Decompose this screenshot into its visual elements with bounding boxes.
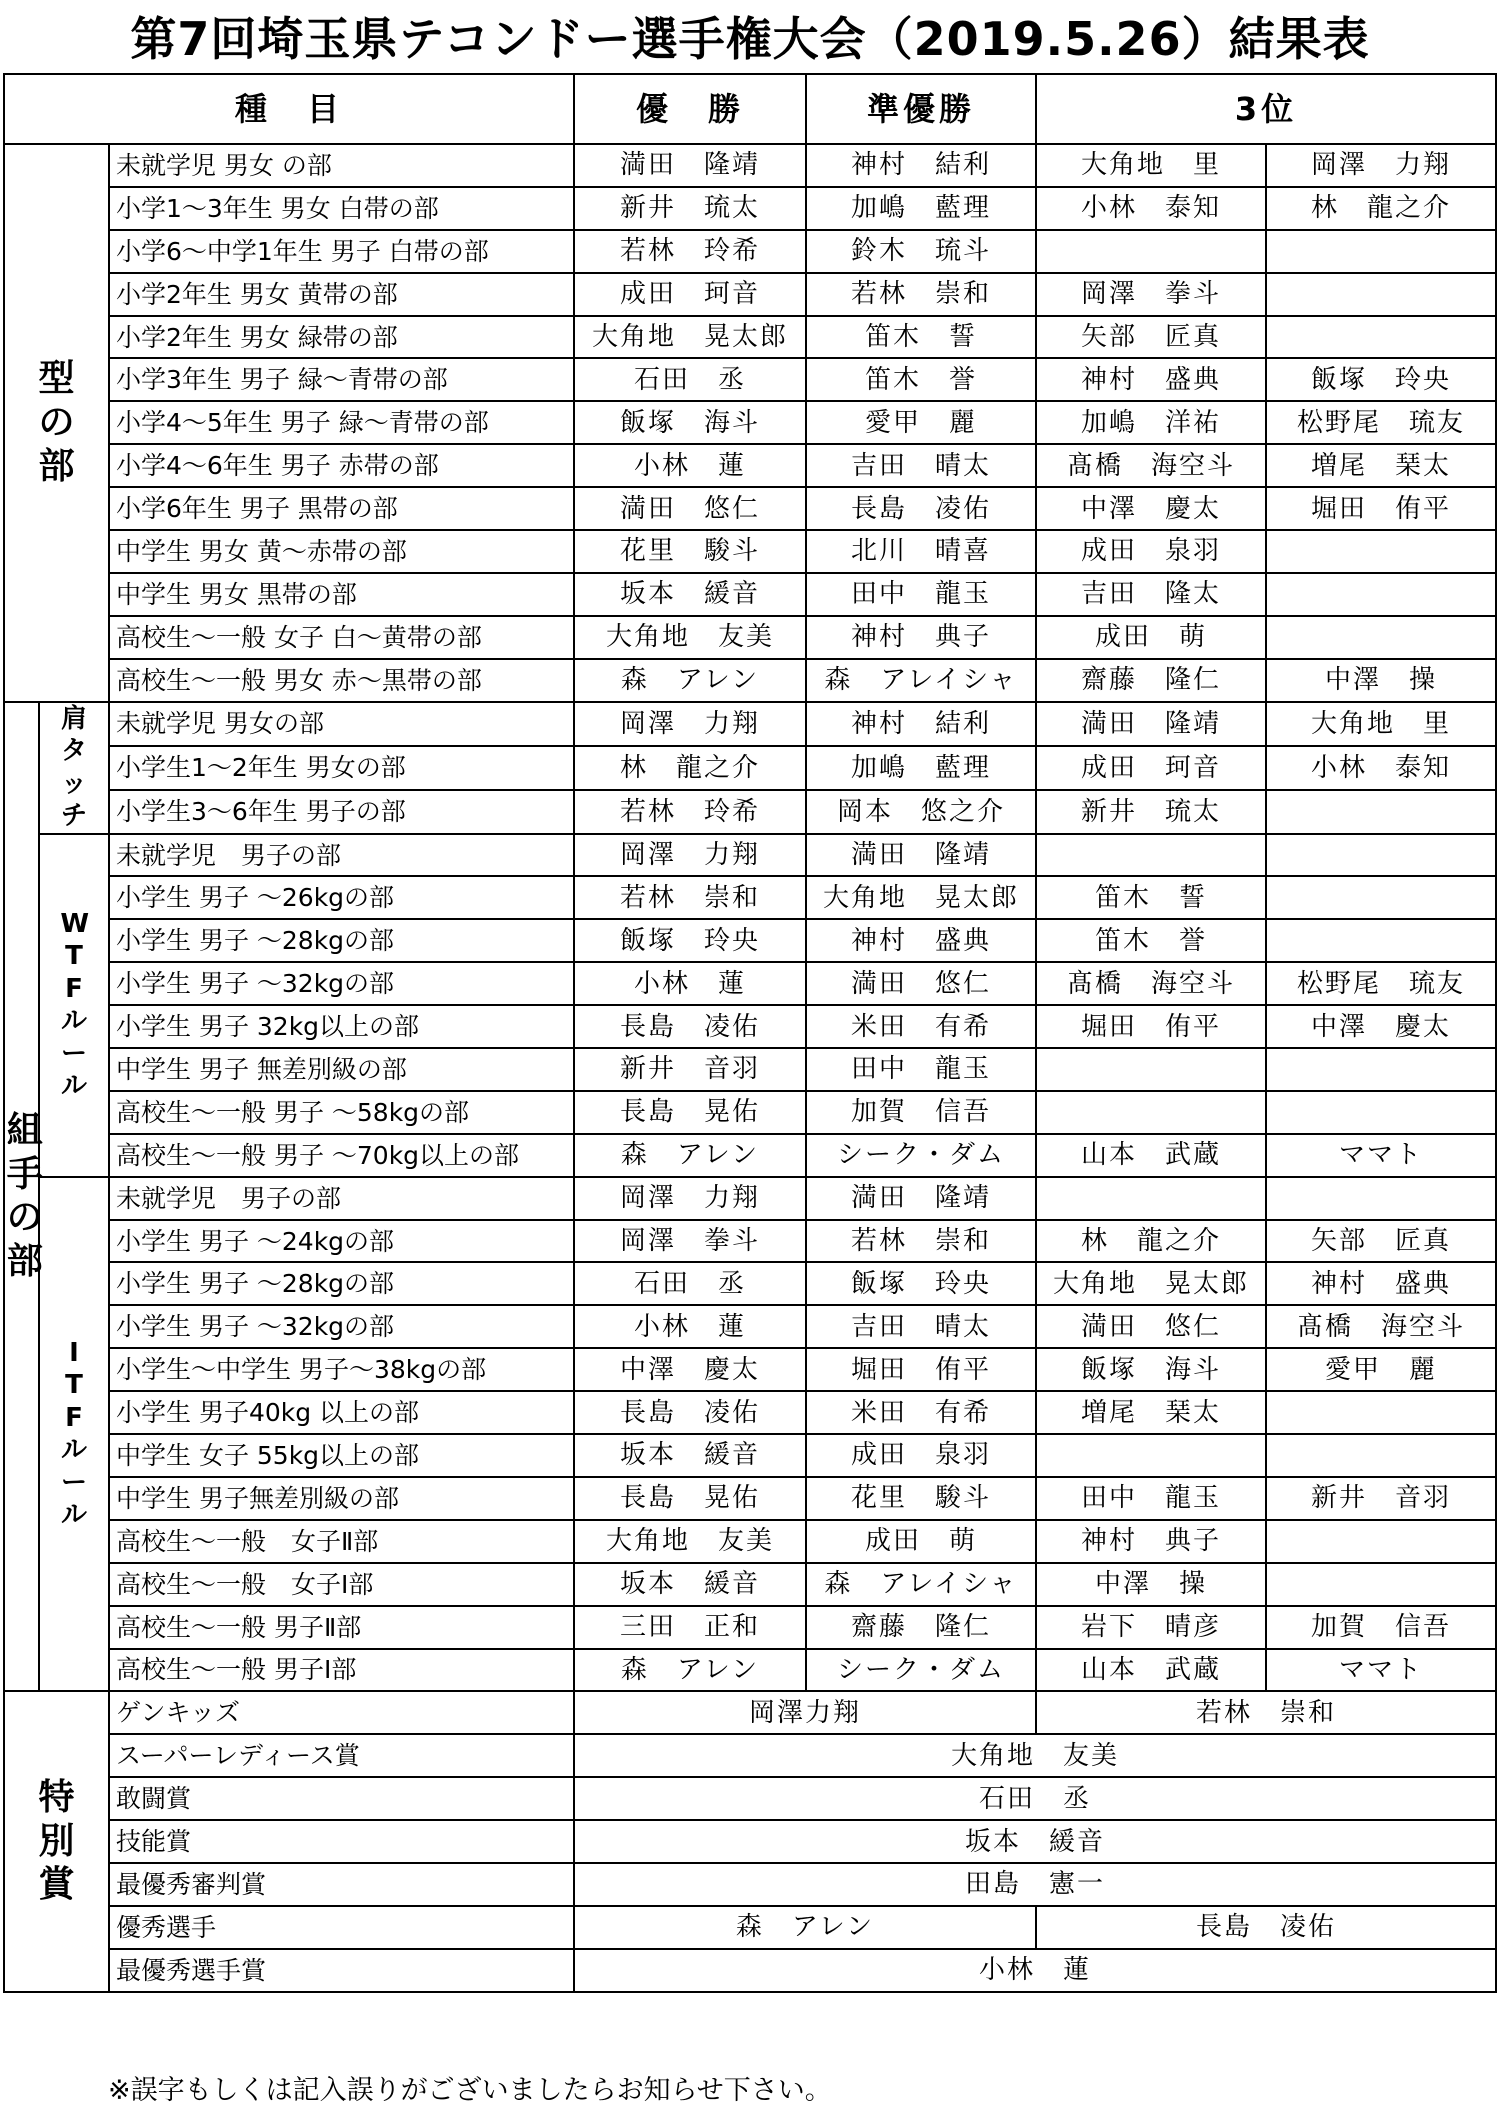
third-place-name: 満田 隆靖	[1036, 702, 1266, 746]
table-row	[4, 1220, 1496, 1263]
event-name: 小学生～中学生 男子～38kgの部	[109, 1348, 574, 1391]
event-name: 高校生～一般 男子Ⅰ部	[109, 1649, 574, 1692]
table-header-row	[4, 74, 1496, 144]
winner-name: 大角地 友美	[574, 1520, 806, 1563]
table-row	[4, 230, 1496, 273]
table-row	[4, 444, 1496, 487]
third-place-name: 田中 龍玉	[1036, 1477, 1266, 1520]
third-place-name	[1266, 1563, 1496, 1606]
special-award-row	[4, 1691, 1496, 1734]
runner-up-name: 神村 盛典	[806, 919, 1036, 962]
third-place-name: 小林 泰知	[1266, 746, 1496, 790]
third-place-name	[1266, 273, 1496, 316]
event-name: 小学生 男子 ～26kgの部	[109, 876, 574, 919]
third-place-name	[1036, 230, 1266, 273]
winner-name: 岡澤 力翔	[574, 702, 806, 746]
third-place-name	[1266, 316, 1496, 359]
third-place-name	[1266, 919, 1496, 962]
runner-up-name: 満田 隆靖	[806, 834, 1036, 877]
special-award-row	[4, 1863, 1496, 1906]
event-name: 小学生 男子 ～32kgの部	[109, 1305, 574, 1348]
third-place-name	[1036, 834, 1266, 877]
event-name: 小学4～5年生 男子 緑～青帯の部	[109, 401, 574, 444]
third-place-name: 中澤 慶太	[1036, 487, 1266, 530]
event-name: 小学4～6年生 男子 赤帯の部	[109, 444, 574, 487]
event-name: 高校生～一般 女子Ⅱ部	[109, 1520, 574, 1563]
runner-up-name: 笛木 誓	[806, 316, 1036, 359]
runner-up-name: 堀田 侑平	[806, 1348, 1036, 1391]
runner-up-name: 神村 結利	[806, 702, 1036, 746]
table-row	[4, 746, 1496, 790]
winner-name: 小林 蓮	[574, 444, 806, 487]
winner-name: 森 アレン	[574, 659, 806, 702]
third-place-name: 満田 悠仁	[1036, 1305, 1266, 1348]
winner-name: 岡澤 力翔	[574, 1177, 806, 1220]
winner-name: 長島 凌佑	[574, 1005, 806, 1048]
event-name: 小学生 男子 ～24kgの部	[109, 1220, 574, 1263]
table-row	[4, 273, 1496, 316]
winner-name: 石田 丞	[574, 1262, 806, 1305]
runner-up-name: 森 アレイシャ	[806, 659, 1036, 702]
runner-up-name: 岡本 悠之介	[806, 790, 1036, 834]
third-place-name: 堀田 侑平	[1266, 487, 1496, 530]
third-place-name: 加嶋 洋祐	[1036, 401, 1266, 444]
winner-name: 飯塚 玲央	[574, 919, 806, 962]
event-name: 中学生 男子 無差別級の部	[109, 1048, 574, 1091]
award-name: ゲンキッズ	[109, 1691, 574, 1734]
award-name: 最優秀選手賞	[109, 1949, 574, 1992]
runner-up-name: 齋藤 隆仁	[806, 1606, 1036, 1649]
group-label	[39, 702, 109, 834]
event-name: 小学2年生 男女 黄帯の部	[109, 273, 574, 316]
third-place-name: 髙橋 海空斗	[1266, 1305, 1496, 1348]
third-place-name	[1036, 1091, 1266, 1134]
third-place-name	[1266, 1177, 1496, 1220]
event-name: 未就学児 男女 の部	[109, 144, 574, 187]
winner-name: 新井 音羽	[574, 1048, 806, 1091]
group-label-text: ITFルール	[60, 1337, 87, 1531]
footnote: ※誤字もしくは記入誤りがございましたらお知らせ下さい。	[108, 2075, 832, 2106]
section-label-text: 型の部	[38, 357, 75, 487]
runner-up-name: 満田 隆靖	[806, 1177, 1036, 1220]
event-name: 高校生～一般 女子Ⅰ部	[109, 1563, 574, 1606]
runner-up-name: 森 アレイシャ	[806, 1563, 1036, 1606]
third-place-name: 新井 音羽	[1266, 1477, 1496, 1520]
runner-up-name: 長島 凌佑	[806, 487, 1036, 530]
award-name: 技能賞	[109, 1820, 574, 1863]
event-name: 小学6～中学1年生 男子 白帯の部	[109, 230, 574, 273]
section-label-text: 特別賞	[38, 1776, 75, 1906]
header-third: 3位	[1036, 74, 1496, 144]
header-runner-up: 準優勝	[806, 74, 1036, 144]
event-name: 小学3年生 男子 緑～青帯の部	[109, 358, 574, 401]
third-place-name: 大角地 里	[1266, 702, 1496, 746]
runner-up-name: 加嶋 藍理	[806, 746, 1036, 790]
event-name: 高校生～一般 男子Ⅱ部	[109, 1606, 574, 1649]
table-row	[4, 962, 1496, 1005]
table-row	[4, 1606, 1496, 1649]
table-row	[4, 1434, 1496, 1477]
table-row	[4, 834, 1496, 877]
third-place-name	[1036, 1177, 1266, 1220]
third-place-name: 増尾 琹太	[1036, 1391, 1266, 1434]
winner-name: 岡澤 拳斗	[574, 1220, 806, 1263]
special-award-row	[4, 1820, 1496, 1863]
runner-up-name: 米田 有希	[806, 1005, 1036, 1048]
third-place-name: 岡澤 拳斗	[1036, 273, 1266, 316]
third-place-name: ママト	[1266, 1649, 1496, 1692]
third-place-name: 中澤 操	[1036, 1563, 1266, 1606]
award-recipient: 石田 丞	[574, 1777, 1496, 1820]
third-place-name: 笛木 誉	[1036, 919, 1266, 962]
third-place-name: 飯塚 玲央	[1266, 358, 1496, 401]
winner-name: 林 龍之介	[574, 746, 806, 790]
table-row	[4, 1177, 1496, 1220]
event-name: 中学生 男女 黄～赤帯の部	[109, 530, 574, 573]
header-event: 種 目	[4, 74, 574, 144]
winner-name: 新井 琉太	[574, 187, 806, 230]
runner-up-name: 加賀 信吾	[806, 1091, 1036, 1134]
winner-name: 長島 晃佑	[574, 1091, 806, 1134]
event-name: 未就学児 男女の部	[109, 702, 574, 746]
table-row	[4, 1391, 1496, 1434]
third-place-name: 齋藤 隆仁	[1036, 659, 1266, 702]
award-recipient: 森 アレン	[574, 1906, 1036, 1949]
third-place-name	[1036, 1434, 1266, 1477]
third-place-name: 矢部 匠真	[1036, 316, 1266, 359]
third-place-name: 中澤 慶太	[1266, 1005, 1496, 1048]
third-place-name	[1266, 616, 1496, 659]
table-row	[4, 1048, 1496, 1091]
event-name: 高校生～一般 男女 赤～黒帯の部	[109, 659, 574, 702]
award-name: 敢闘賞	[109, 1777, 574, 1820]
winner-name: 満田 隆靖	[574, 144, 806, 187]
winner-name: 森 アレン	[574, 1649, 806, 1692]
section-label	[4, 144, 109, 702]
runner-up-name: シーク・ダム	[806, 1649, 1036, 1692]
runner-up-name: 若林 崇和	[806, 1220, 1036, 1263]
special-award-row	[4, 1906, 1496, 1949]
third-place-name: 髙橋 海空斗	[1036, 962, 1266, 1005]
runner-up-name: 若林 崇和	[806, 273, 1036, 316]
winner-name: 飯塚 海斗	[574, 401, 806, 444]
third-place-name: 小林 泰知	[1036, 187, 1266, 230]
event-name: 小学生3～6年生 男子の部	[109, 790, 574, 834]
winner-name: 若林 崇和	[574, 876, 806, 919]
runner-up-name: 田中 龍玉	[806, 1048, 1036, 1091]
third-place-name: 岩下 晴彦	[1036, 1606, 1266, 1649]
table-row	[4, 659, 1496, 702]
table-row	[4, 1262, 1496, 1305]
third-place-name: 成田 珂音	[1036, 746, 1266, 790]
winner-name: 若林 玲希	[574, 230, 806, 273]
third-place-name	[1266, 1391, 1496, 1434]
third-place-name	[1266, 1520, 1496, 1563]
third-place-name: 山本 武蔵	[1036, 1649, 1266, 1692]
results-table	[3, 73, 1497, 1993]
section-label-text: 組手の部	[6, 1109, 43, 1283]
runner-up-name: 大角地 晃太郎	[806, 876, 1036, 919]
event-name: 高校生～一般 男子 ～58kgの部	[109, 1091, 574, 1134]
third-place-name	[1266, 573, 1496, 616]
table-row	[4, 790, 1496, 834]
winner-name: 石田 丞	[574, 358, 806, 401]
winner-name: 小林 蓮	[574, 962, 806, 1005]
event-name: 中学生 男子無差別級の部	[109, 1477, 574, 1520]
runner-up-name: 満田 悠仁	[806, 962, 1036, 1005]
third-place-name: 林 龍之介	[1036, 1220, 1266, 1263]
runner-up-name: 鈴木 琉斗	[806, 230, 1036, 273]
table-row	[4, 358, 1496, 401]
table-row	[4, 1649, 1496, 1692]
third-place-name	[1266, 230, 1496, 273]
runner-up-name: 加嶋 藍理	[806, 187, 1036, 230]
event-name: 小学生 男子 32kg以上の部	[109, 1005, 574, 1048]
third-place-name: 神村 典子	[1036, 1520, 1266, 1563]
section-label	[4, 1691, 109, 1991]
third-place-name: ママト	[1266, 1134, 1496, 1177]
table-row	[4, 187, 1496, 230]
runner-up-name: 米田 有希	[806, 1391, 1036, 1434]
table-row	[4, 1134, 1496, 1177]
winner-name: 長島 晃佑	[574, 1477, 806, 1520]
third-place-name: 加賀 信吾	[1266, 1606, 1496, 1649]
award-recipient: 長島 凌佑	[1036, 1906, 1496, 1949]
event-name: 未就学児 男子の部	[109, 1177, 574, 1220]
group-label	[39, 1177, 109, 1692]
award-name: 最優秀審判賞	[109, 1863, 574, 1906]
group-label-text: WTFルール	[60, 908, 90, 1102]
runner-up-name: 花里 駿斗	[806, 1477, 1036, 1520]
third-place-name: 吉田 隆太	[1036, 573, 1266, 616]
event-name: 中学生 女子 55kg以上の部	[109, 1434, 574, 1477]
runner-up-name: 飯塚 玲央	[806, 1262, 1036, 1305]
table-row	[4, 1477, 1496, 1520]
table-row	[4, 702, 1496, 746]
table-row	[4, 1563, 1496, 1606]
third-place-name: 大角地 晃太郎	[1036, 1262, 1266, 1305]
third-place-name: 堀田 侑平	[1036, 1005, 1266, 1048]
table-row	[4, 616, 1496, 659]
third-place-name: 新井 琉太	[1036, 790, 1266, 834]
third-place-name: 林 龍之介	[1266, 187, 1496, 230]
event-name: 小学1～3年生 男女 白帯の部	[109, 187, 574, 230]
group-label-text: 肩タッチ	[60, 703, 87, 832]
event-name: 高校生～一般 男子 ～70kg以上の部	[109, 1134, 574, 1177]
winner-name: 中澤 慶太	[574, 1348, 806, 1391]
third-place-name: 増尾 琹太	[1266, 444, 1496, 487]
table-row	[4, 1305, 1496, 1348]
third-place-name: 矢部 匠真	[1266, 1220, 1496, 1263]
award-recipient: 岡澤力翔	[574, 1691, 1036, 1734]
event-name: 小学生 男子 ～32kgの部	[109, 962, 574, 1005]
runner-up-name: 吉田 晴太	[806, 1305, 1036, 1348]
winner-name: 三田 正和	[574, 1606, 806, 1649]
section-label	[4, 702, 43, 1692]
table-row	[4, 1091, 1496, 1134]
third-place-name	[1266, 834, 1496, 877]
third-place-name: 成田 泉羽	[1036, 530, 1266, 573]
third-place-name: 松野尾 琉友	[1266, 401, 1496, 444]
page-title: 第7回埼玉県テコンドー選手権大会（2019.5.26）結果表	[130, 12, 1370, 66]
winner-name: 岡澤 力翔	[574, 834, 806, 877]
winner-name: 坂本 緩音	[574, 1434, 806, 1477]
table-row	[4, 144, 1496, 187]
award-recipient: 田島 憲一	[574, 1863, 1496, 1906]
winner-name: 坂本 緩音	[574, 573, 806, 616]
table-row	[4, 1520, 1496, 1563]
event-name: 小学生 男子40kg 以上の部	[109, 1391, 574, 1434]
third-place-name	[1266, 530, 1496, 573]
event-name: 小学生1～2年生 男女の部	[109, 746, 574, 790]
winner-name: 大角地 友美	[574, 616, 806, 659]
runner-up-name: 田中 龍玉	[806, 573, 1036, 616]
table-row	[4, 1348, 1496, 1391]
third-place-name: 中澤 操	[1266, 659, 1496, 702]
special-award-row	[4, 1777, 1496, 1820]
table-row	[4, 530, 1496, 573]
winner-name: 大角地 晃太郎	[574, 316, 806, 359]
winner-name: 若林 玲希	[574, 790, 806, 834]
winner-name: 長島 凌佑	[574, 1391, 806, 1434]
runner-up-name: 笛木 誉	[806, 358, 1036, 401]
table-row	[4, 876, 1496, 919]
event-name: 高校生～一般 女子 白～黄帯の部	[109, 616, 574, 659]
award-recipient: 若林 崇和	[1036, 1691, 1496, 1734]
third-place-name	[1266, 1091, 1496, 1134]
third-place-name	[1266, 1434, 1496, 1477]
third-place-name	[1266, 790, 1496, 834]
header-winner: 優 勝	[574, 74, 806, 144]
table-row	[4, 919, 1496, 962]
runner-up-name: 神村 典子	[806, 616, 1036, 659]
award-name: スーパーレディース賞	[109, 1734, 574, 1777]
third-place-name: 成田 萌	[1036, 616, 1266, 659]
winner-name: 森 アレン	[574, 1134, 806, 1177]
third-place-name: 神村 盛典	[1036, 358, 1266, 401]
runner-up-name: 愛甲 麗	[806, 401, 1036, 444]
event-name: 小学6年生 男子 黒帯の部	[109, 487, 574, 530]
third-place-name: 山本 武蔵	[1036, 1134, 1266, 1177]
results-table-body	[4, 74, 1496, 1992]
runner-up-name: 成田 泉羽	[806, 1434, 1036, 1477]
third-place-name: 髙橋 海空斗	[1036, 444, 1266, 487]
third-place-name: 飯塚 海斗	[1036, 1348, 1266, 1391]
third-place-name	[1266, 876, 1496, 919]
table-row	[4, 573, 1496, 616]
award-recipient: 坂本 緩音	[574, 1820, 1496, 1863]
third-place-name: 岡澤 力翔	[1266, 144, 1496, 187]
award-name: 優秀選手	[109, 1906, 574, 1949]
third-place-name: 大角地 里	[1036, 144, 1266, 187]
winner-name: 花里 駿斗	[574, 530, 806, 573]
runner-up-name: シーク・ダム	[806, 1134, 1036, 1177]
third-place-name: 松野尾 琉友	[1266, 962, 1496, 1005]
table-row	[4, 316, 1496, 359]
third-place-name: 愛甲 麗	[1266, 1348, 1496, 1391]
third-place-name: 笛木 誓	[1036, 876, 1266, 919]
award-recipient: 大角地 友美	[574, 1734, 1496, 1777]
third-place-name	[1036, 1048, 1266, 1091]
winner-name: 小林 蓮	[574, 1305, 806, 1348]
runner-up-name: 成田 萌	[806, 1520, 1036, 1563]
runner-up-name: 北川 晴喜	[806, 530, 1036, 573]
event-name: 小学2年生 男女 緑帯の部	[109, 316, 574, 359]
group-label	[39, 834, 109, 1177]
third-place-name: 神村 盛典	[1266, 1262, 1496, 1305]
table-row	[4, 1005, 1496, 1048]
event-name: 小学生 男子 ～28kgの部	[109, 919, 574, 962]
table-row	[4, 401, 1496, 444]
special-award-row	[4, 1949, 1496, 1992]
award-recipient: 小林 蓮	[574, 1949, 1496, 1992]
runner-up-name: 神村 結利	[806, 144, 1036, 187]
table-row	[4, 487, 1496, 530]
runner-up-name: 吉田 晴太	[806, 444, 1036, 487]
winner-name: 満田 悠仁	[574, 487, 806, 530]
event-name: 未就学児 男子の部	[109, 834, 574, 877]
winner-name: 成田 珂音	[574, 273, 806, 316]
event-name: 小学生 男子 ～28kgの部	[109, 1262, 574, 1305]
winner-name: 坂本 緩音	[574, 1563, 806, 1606]
special-award-row	[4, 1734, 1496, 1777]
third-place-name	[1266, 1048, 1496, 1091]
event-name: 中学生 男女 黒帯の部	[109, 573, 574, 616]
